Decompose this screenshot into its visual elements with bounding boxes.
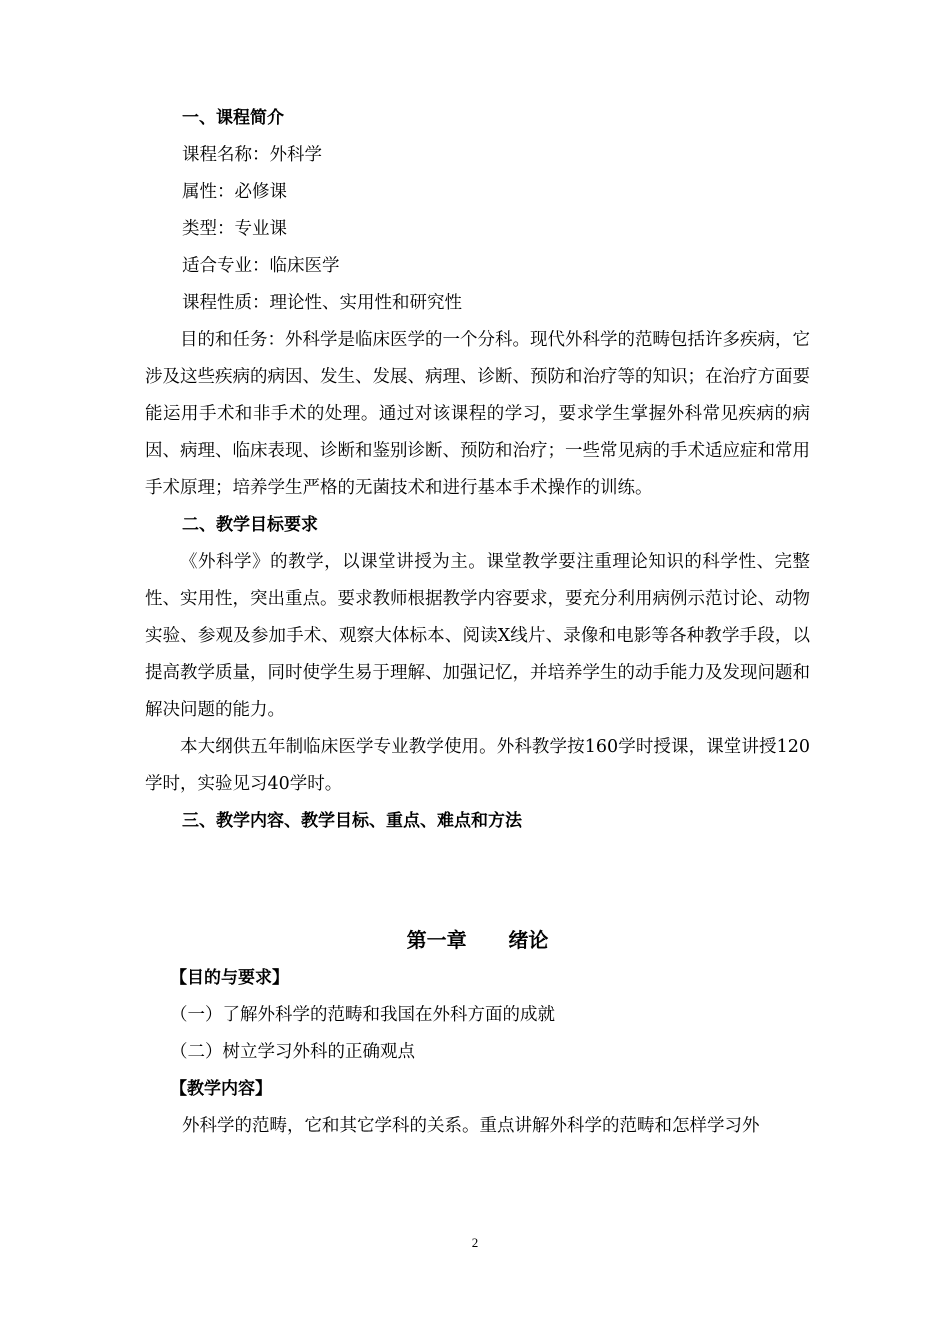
syllabus-hours-paragraph: 本大纲供五年制临床医学专业教学使用。外科教学按160学时授课，课堂讲授120学时，实验见习40学时。	[145, 737, 810, 794]
course-type-line: 类型：专业课	[182, 219, 287, 239]
chapter-content-heading: 【教学内容】	[170, 1079, 272, 1099]
course-attribute-line: 属性：必修课	[182, 182, 287, 202]
section-heading-teaching-content: 三、教学内容、教学目标、重点、难点和方法	[182, 811, 522, 831]
chapter-title: 第一章 绪论	[406, 928, 549, 952]
section-spacer	[145, 840, 810, 920]
course-purpose-paragraph: 目的和任务：外科学是临床医学的一个分科。现代外科学的范畴包括许多疾病，它涉及这些疾病的病因、发生、发展、病理、诊断、预防和治疗等的知识；在治疗方面要能运用手术和非手术的处理。通过对该课程的学习，要求学生掌握外科常见疾病的病因、病理、临床表现、诊断和鉴别诊断、预防和治疗；一些常见病的手术适应症和常用手术原理；培养学生严格的无菌技术和进行基本手术操作的训练。	[145, 330, 810, 498]
course-name-line: 课程名称：外科学	[182, 145, 322, 165]
course-major-line: 适合专业：临床医学	[182, 256, 340, 276]
course-nature-line: 课程性质：理论性、实用性和研究性	[182, 293, 462, 313]
section-heading-teaching-goals: 二、教学目标要求	[182, 515, 318, 535]
chapter-goals-heading: 【目的与要求】	[170, 968, 289, 988]
chapter-goal-item: （二）树立学习外科的正确观点	[170, 1042, 415, 1062]
chapter-content-text: 外科学的范畴，它和其它学科的关系。重点讲解外科学的范畴和怎样学习外	[182, 1116, 760, 1136]
page-content	[145, 100, 810, 1145]
section-heading-course-intro: 一、课程简介	[182, 108, 284, 128]
teaching-goals-paragraph: 《外科学》的教学，以课堂讲授为主。课堂教学要注重理论知识的科学性、完整性、实用性，突出重点。要求教师根据教学内容要求，要充分利用病例示范讨论、动物实验、参观及参加手术、观察大体标本、阅读X线片、录像和电影等各种教学手段，以提高教学质量，同时使学生易于理解、加强记忆，并培养学生的动手能力及发现问题和解决问题的能力。	[145, 552, 810, 720]
chapter-goal-item: （一）了解外科学的范畴和我国在外科方面的成就	[170, 1005, 555, 1025]
page-number: 2	[471, 1235, 479, 1250]
